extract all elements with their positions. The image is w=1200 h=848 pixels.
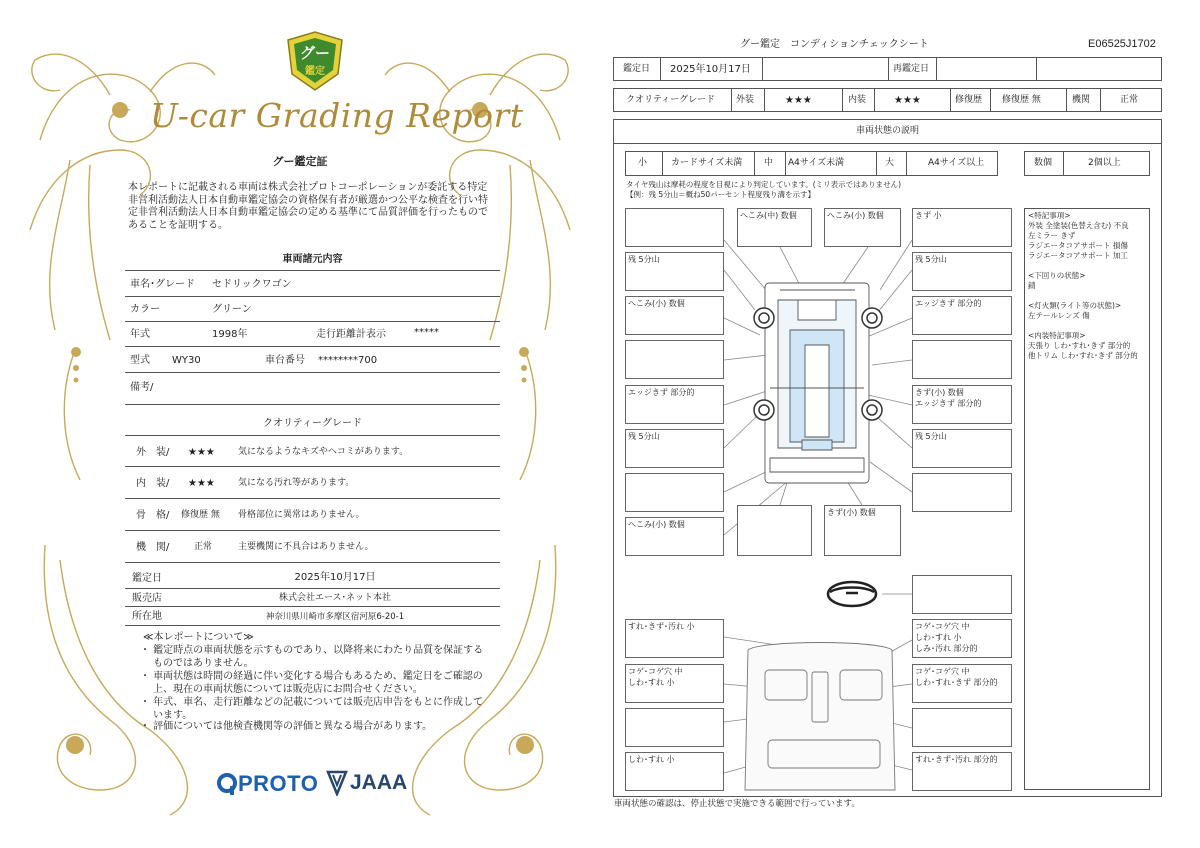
note-line: ラジエータコアサポート 加工: [1028, 251, 1128, 260]
int-box-steering: [912, 575, 1012, 614]
note-line: <下回りの状態>: [1028, 271, 1086, 280]
quality-engine-desc: 主要機関に不具合はありません。: [238, 542, 374, 552]
exterior-value: ★★★: [785, 95, 812, 106]
condition-heading: 車両状態の説明: [855, 126, 919, 136]
ext-box-l2: 残 5分山: [625, 252, 724, 291]
note-line: 左テールレンズ 傷: [1028, 311, 1090, 320]
count-value: 2個以上: [1088, 158, 1121, 168]
engine-label: 機関: [1072, 95, 1091, 105]
note-1: ・ 鑑定時点の車両状態を示すものであり、以降将来にわたり品質を保証するものではありません。: [140, 645, 484, 669]
int-box-l2: コゲ･コゲ穴 中 しわ･すれ 小: [625, 664, 724, 703]
badge-top-text: グー: [299, 44, 330, 62]
ext-box-r6: 残 5分山: [912, 429, 1012, 468]
interior-label: 内装: [848, 95, 867, 105]
count-label: 数個: [1034, 158, 1053, 168]
note-line: ラジエータコアサポート 損傷: [1028, 241, 1128, 250]
note-line: 錆: [1028, 281, 1036, 290]
sheet-id: E06525J1702: [1088, 38, 1156, 50]
note-line: <内装特記事項>: [1028, 331, 1086, 340]
dealer-value: 株式会社エース･ネット本社: [278, 593, 392, 603]
size-mid: 中: [764, 158, 774, 168]
quality-frame-desc: 骨格部位に異常はありません。: [238, 510, 365, 520]
spec-mileage-label: 走行距離計表示: [316, 329, 386, 340]
report-title: U-car Grading Report: [150, 96, 524, 135]
note-line: <灯火類(ライト等の状態)>: [1028, 301, 1122, 310]
grade-label: クオリティーグレード: [626, 95, 716, 105]
repair-label: 修復歴: [955, 95, 983, 105]
ext-box-top-mid2: へこみ(小) 数個: [824, 208, 901, 247]
reappraisal-label: 再鑑定日: [893, 64, 930, 74]
spec-model-value: WY30: [172, 355, 201, 366]
tire-note-1: タイヤ残山は摩耗の程度を目視により判定しています。(ミリ表示ではありません): [626, 180, 902, 189]
ext-box-r7: [912, 473, 1012, 512]
note-2: ・ 車両状態は時間の経過に伴い変化する場合もあるため、鑑定日をご確認の上、現在の車両状態については販売店にお問合せください。: [140, 671, 483, 695]
size-mid-desc: A4サイズ未満: [788, 158, 845, 168]
badge-bottom-text: 鑑定: [305, 66, 325, 77]
jaaa-logo-text: JAAA: [350, 771, 408, 794]
spec-year-value: 1998年: [212, 329, 248, 340]
ext-box-top-left: [625, 208, 724, 247]
footer-note: 車両状態の確認は、停止状態で実施できる範囲で行っています。: [614, 799, 860, 809]
int-box-r3: [912, 708, 1012, 747]
certificate-title: グー鑑定証: [272, 155, 328, 168]
note-line: 外装 全塗装(色替え含む) 不良: [1028, 221, 1129, 230]
ext-box-l3: へこみ(小) 数個: [625, 296, 724, 335]
quality-exterior-label: 外 装/: [136, 447, 170, 458]
ext-box-r3: エッジきず 部分的: [912, 296, 1012, 335]
notes-title: ≪本レポートについて≫: [143, 632, 254, 643]
size-small: 小: [638, 158, 648, 168]
quality-interior-desc: 気になる汚れ等があります。: [238, 478, 355, 488]
sheet-title: グー鑑定 コンディションチェックシート: [740, 39, 929, 50]
int-box-l3: [625, 708, 724, 747]
steering-wheel-icon: [828, 582, 876, 606]
size-large: 大: [885, 158, 895, 168]
ext-box-bottom-mid2: きず(小) 数個: [824, 505, 901, 556]
ext-box-l5: エッジきず 部分的: [625, 385, 724, 424]
int-box-r2: コゲ･コゲ穴 中 しわ･すれ･きず 部分的: [912, 664, 1012, 703]
appraisal-date-label: 鑑定日: [132, 573, 162, 584]
spec-chassis-value: ********700: [318, 355, 378, 366]
note-line: 左ミラー きず: [1028, 231, 1076, 240]
quality-interior-value: ★★★: [188, 478, 215, 489]
spec-remarks-label: 備考/: [130, 382, 154, 393]
tire-note-2: 【例：残 5分山＝概ね50パーセント程度残り溝を示す】: [626, 190, 816, 199]
intro-text: 本レポートに記載される車両は株式会社プロトコーポレーションが委託する特定非営利活動法人日本自動車鑑定協会の資格保有者が厳選かつ公平な検査を行い特定非営利活動法人日本自動車鑑定協会の定める基準にて品質評価を行ったものであることを証明する。: [128, 182, 488, 231]
ext-box-top-right: きず 小: [912, 208, 1012, 247]
specs-heading: 車両諸元内容: [282, 254, 343, 265]
appraisal-date-value: 2025年10月17日: [294, 572, 376, 583]
spec-chassis-label: 車台番号: [265, 355, 305, 366]
quality-exterior-desc: 気になるようなキズやヘコミがあります。: [238, 447, 409, 457]
spec-year-label: 年式: [130, 329, 150, 340]
note-line: 他トリム しわ･すれ･きず 部分的: [1028, 351, 1138, 360]
ext-box-l6: 残 5分山: [625, 429, 724, 468]
ext-box-r4: [912, 340, 1012, 379]
dealer-label: 販売店: [132, 593, 162, 604]
interior-value: ★★★: [894, 95, 921, 106]
int-box-l4: しわ･すれ 小: [625, 752, 724, 791]
quality-frame-value: 修復歴 無: [181, 510, 220, 520]
repair-value: 修復歴 無: [1002, 95, 1041, 105]
ext-box-top-mid: へこみ(中) 数個: [737, 208, 812, 247]
proto-logo-text: PROTO: [238, 771, 319, 796]
spec-name-label: 車名･グレード: [130, 279, 195, 290]
appraisal-label: 鑑定日: [623, 64, 651, 74]
note-4: ・ 評価については他検査機関等の評価と異なる場合があります。: [140, 721, 433, 732]
quality-heading: クオリティーグレード: [263, 418, 362, 429]
ext-box-l7: [625, 473, 724, 512]
quality-interior-label: 内 装/: [136, 478, 170, 489]
address-label: 所在地: [132, 611, 162, 622]
ext-box-bottom-mid: [737, 505, 812, 556]
spec-color-label: カラー: [130, 304, 160, 315]
size-large-desc: A4サイズ以上: [928, 158, 985, 168]
appraisal-value: 2025年10月17日: [670, 64, 751, 75]
spec-model-label: 型式: [130, 355, 150, 366]
int-box-r1: コゲ･コゲ穴 中 しわ･すれ 小 しみ･汚れ 部分的: [912, 619, 1012, 658]
quality-engine-label: 機 関/: [136, 542, 170, 553]
spec-mileage-value: *****: [414, 327, 439, 338]
engine-value: 正常: [1120, 95, 1139, 105]
ext-box-l4: [625, 340, 724, 379]
ext-box-r2: 残 5分山: [912, 252, 1012, 291]
note-line: <特記事項>: [1028, 211, 1071, 220]
quality-engine-value: 正常: [194, 542, 213, 552]
note-line: 天張り しわ･すれ･きず 部分的: [1028, 341, 1131, 350]
quality-exterior-value: ★★★: [188, 447, 215, 458]
note-3: ・ 年式、車名、走行距離などの記載については販売店申告をもとに作成しています。: [140, 697, 483, 721]
spec-color-value: グリーン: [212, 304, 252, 315]
ext-box-r5: きず(小) 数個 エッジきず 部分的: [912, 385, 1012, 424]
size-small-desc: カードサイズ未満: [671, 158, 743, 168]
exterior-label: 外装: [736, 95, 755, 105]
int-box-r4: すれ･きず･汚れ 部分的: [912, 752, 1012, 791]
ext-box-l8: へこみ(小) 数個: [625, 517, 724, 556]
quality-frame-label: 骨 格/: [136, 510, 170, 521]
int-box-l1: すれ･きず･汚れ 小: [625, 619, 724, 658]
address-value: 神奈川県川崎市多摩区宿河原6-20-1: [265, 612, 405, 622]
spec-name-value: セドリックワゴン: [212, 279, 292, 290]
